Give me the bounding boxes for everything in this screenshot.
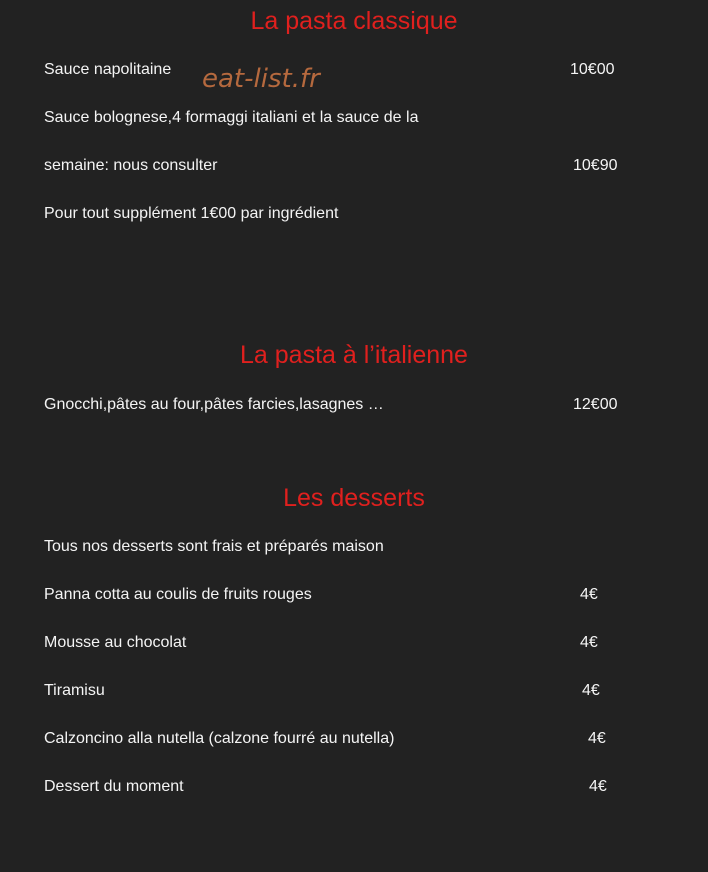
menu-item-price: 4€ bbox=[582, 682, 600, 699]
menu-item-name: Panna cotta au coulis de fruits rouges bbox=[44, 586, 312, 603]
menu-item-price: 12€00 bbox=[573, 396, 618, 413]
menu-item-name: Calzoncino alla nutella (calzone fourré au nutella) bbox=[44, 730, 395, 747]
menu-item-name: Tiramisu bbox=[44, 682, 105, 699]
menu-item-price: 4€ bbox=[588, 730, 606, 747]
menu-item-name: Mousse au chocolat bbox=[44, 634, 187, 651]
section-title-pasta-italienne: La pasta à l’italienne bbox=[240, 341, 468, 369]
menu-item-price: 4€ bbox=[580, 586, 598, 603]
section-title-pasta-classique: La pasta classique bbox=[250, 7, 458, 35]
menu-item-price: 10€90 bbox=[573, 157, 618, 174]
menu-item-name: Sauce bolognese,4 formaggi italiani et la sauce de la bbox=[44, 109, 419, 126]
menu-item-price: 4€ bbox=[580, 634, 598, 651]
watermark-logo: eat-list.fr bbox=[202, 64, 320, 94]
menu-item-name: Sauce napolitaine bbox=[44, 61, 172, 78]
menu-item-note: Tous nos desserts sont frais et préparés maison bbox=[44, 538, 384, 555]
section-title-desserts: Les desserts bbox=[283, 484, 425, 512]
menu-item-name: Dessert du moment bbox=[44, 778, 184, 795]
menu-item-price: 4€ bbox=[589, 778, 607, 795]
menu-item-price: 10€00 bbox=[570, 61, 615, 78]
menu-item-note: Pour tout supplément 1€00 par ingrédient bbox=[44, 205, 339, 222]
menu-item-name: Gnocchi,pâtes au four,pâtes farcies,lasagnes … bbox=[44, 396, 384, 413]
menu-item-name: semaine: nous consulter bbox=[44, 157, 218, 174]
